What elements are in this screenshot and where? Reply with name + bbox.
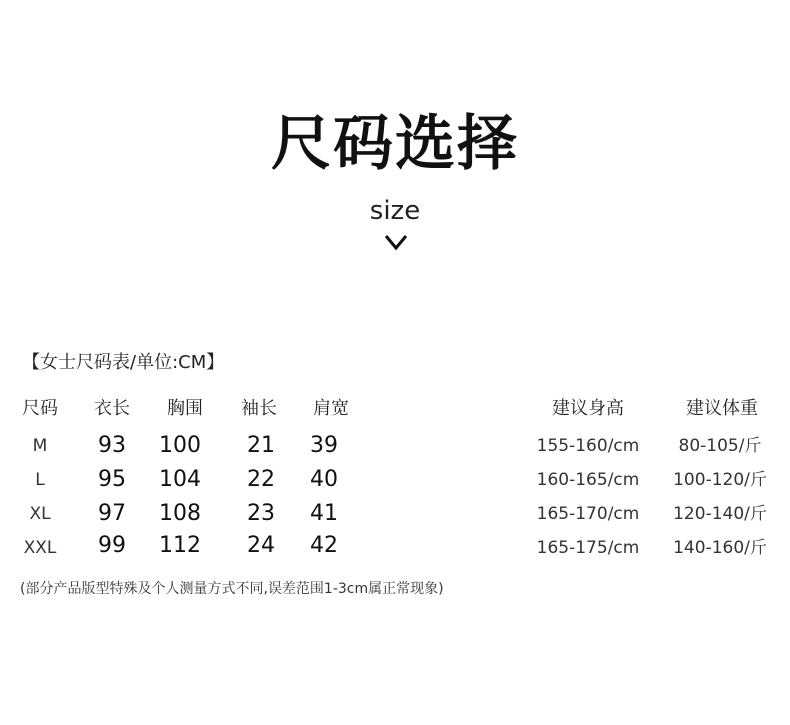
row-xl-length: 97	[98, 501, 126, 526]
size-table-caption: 【女士尺码表/单位:CM】	[22, 352, 225, 373]
row-xl-size: XL	[29, 504, 51, 524]
row-xxl-size: XXL	[23, 538, 57, 558]
row-m-weight: 80-105/斤	[678, 436, 762, 456]
row-l-size: L	[35, 470, 45, 490]
row-l-bust: 104	[159, 467, 201, 492]
row-xl-shoulder: 41	[310, 501, 338, 526]
header-height: 建议身高	[552, 398, 624, 419]
page-title: 尺码选择	[271, 109, 519, 179]
row-xl-bust: 108	[159, 501, 201, 526]
row-m-length: 93	[98, 433, 126, 458]
row-l-sleeve: 22	[247, 467, 275, 492]
row-xxl-weight: 140-160/斤	[673, 538, 767, 558]
row-l-height: 160-165/cm	[536, 470, 640, 490]
header-weight: 建议体重	[686, 398, 758, 419]
row-l-shoulder: 40	[310, 467, 338, 492]
row-m-size: M	[32, 436, 48, 456]
row-l-weight: 100-120/斤	[673, 470, 767, 490]
row-xl-height: 165-170/cm	[536, 504, 640, 524]
row-xxl-height: 165-175/cm	[536, 538, 640, 558]
measurement-note: (部分产品版型特殊及个人测量方式不同,误差范围1-3cm属正常现象)	[20, 581, 444, 597]
row-m-sleeve: 21	[247, 433, 275, 458]
header-length: 衣长	[94, 398, 130, 419]
row-m-bust: 100	[159, 433, 201, 458]
row-xxl-bust: 112	[159, 533, 201, 558]
row-m-shoulder: 39	[310, 433, 338, 458]
chevron-down-icon	[384, 232, 408, 252]
row-l-length: 95	[98, 467, 126, 492]
header-bust: 胸围	[167, 398, 203, 419]
row-xl-sleeve: 23	[247, 501, 275, 526]
row-xxl-shoulder: 42	[310, 533, 338, 558]
row-xl-weight: 120-140/斤	[673, 504, 767, 524]
header-size: 尺码	[22, 398, 58, 419]
header-sleeve: 袖长	[241, 398, 277, 419]
row-m-height: 155-160/cm	[536, 436, 640, 456]
header-shoulder: 肩宽	[313, 398, 349, 419]
row-xxl-sleeve: 24	[247, 533, 275, 558]
page-subtitle: size	[369, 196, 421, 226]
row-xxl-length: 99	[98, 533, 126, 558]
